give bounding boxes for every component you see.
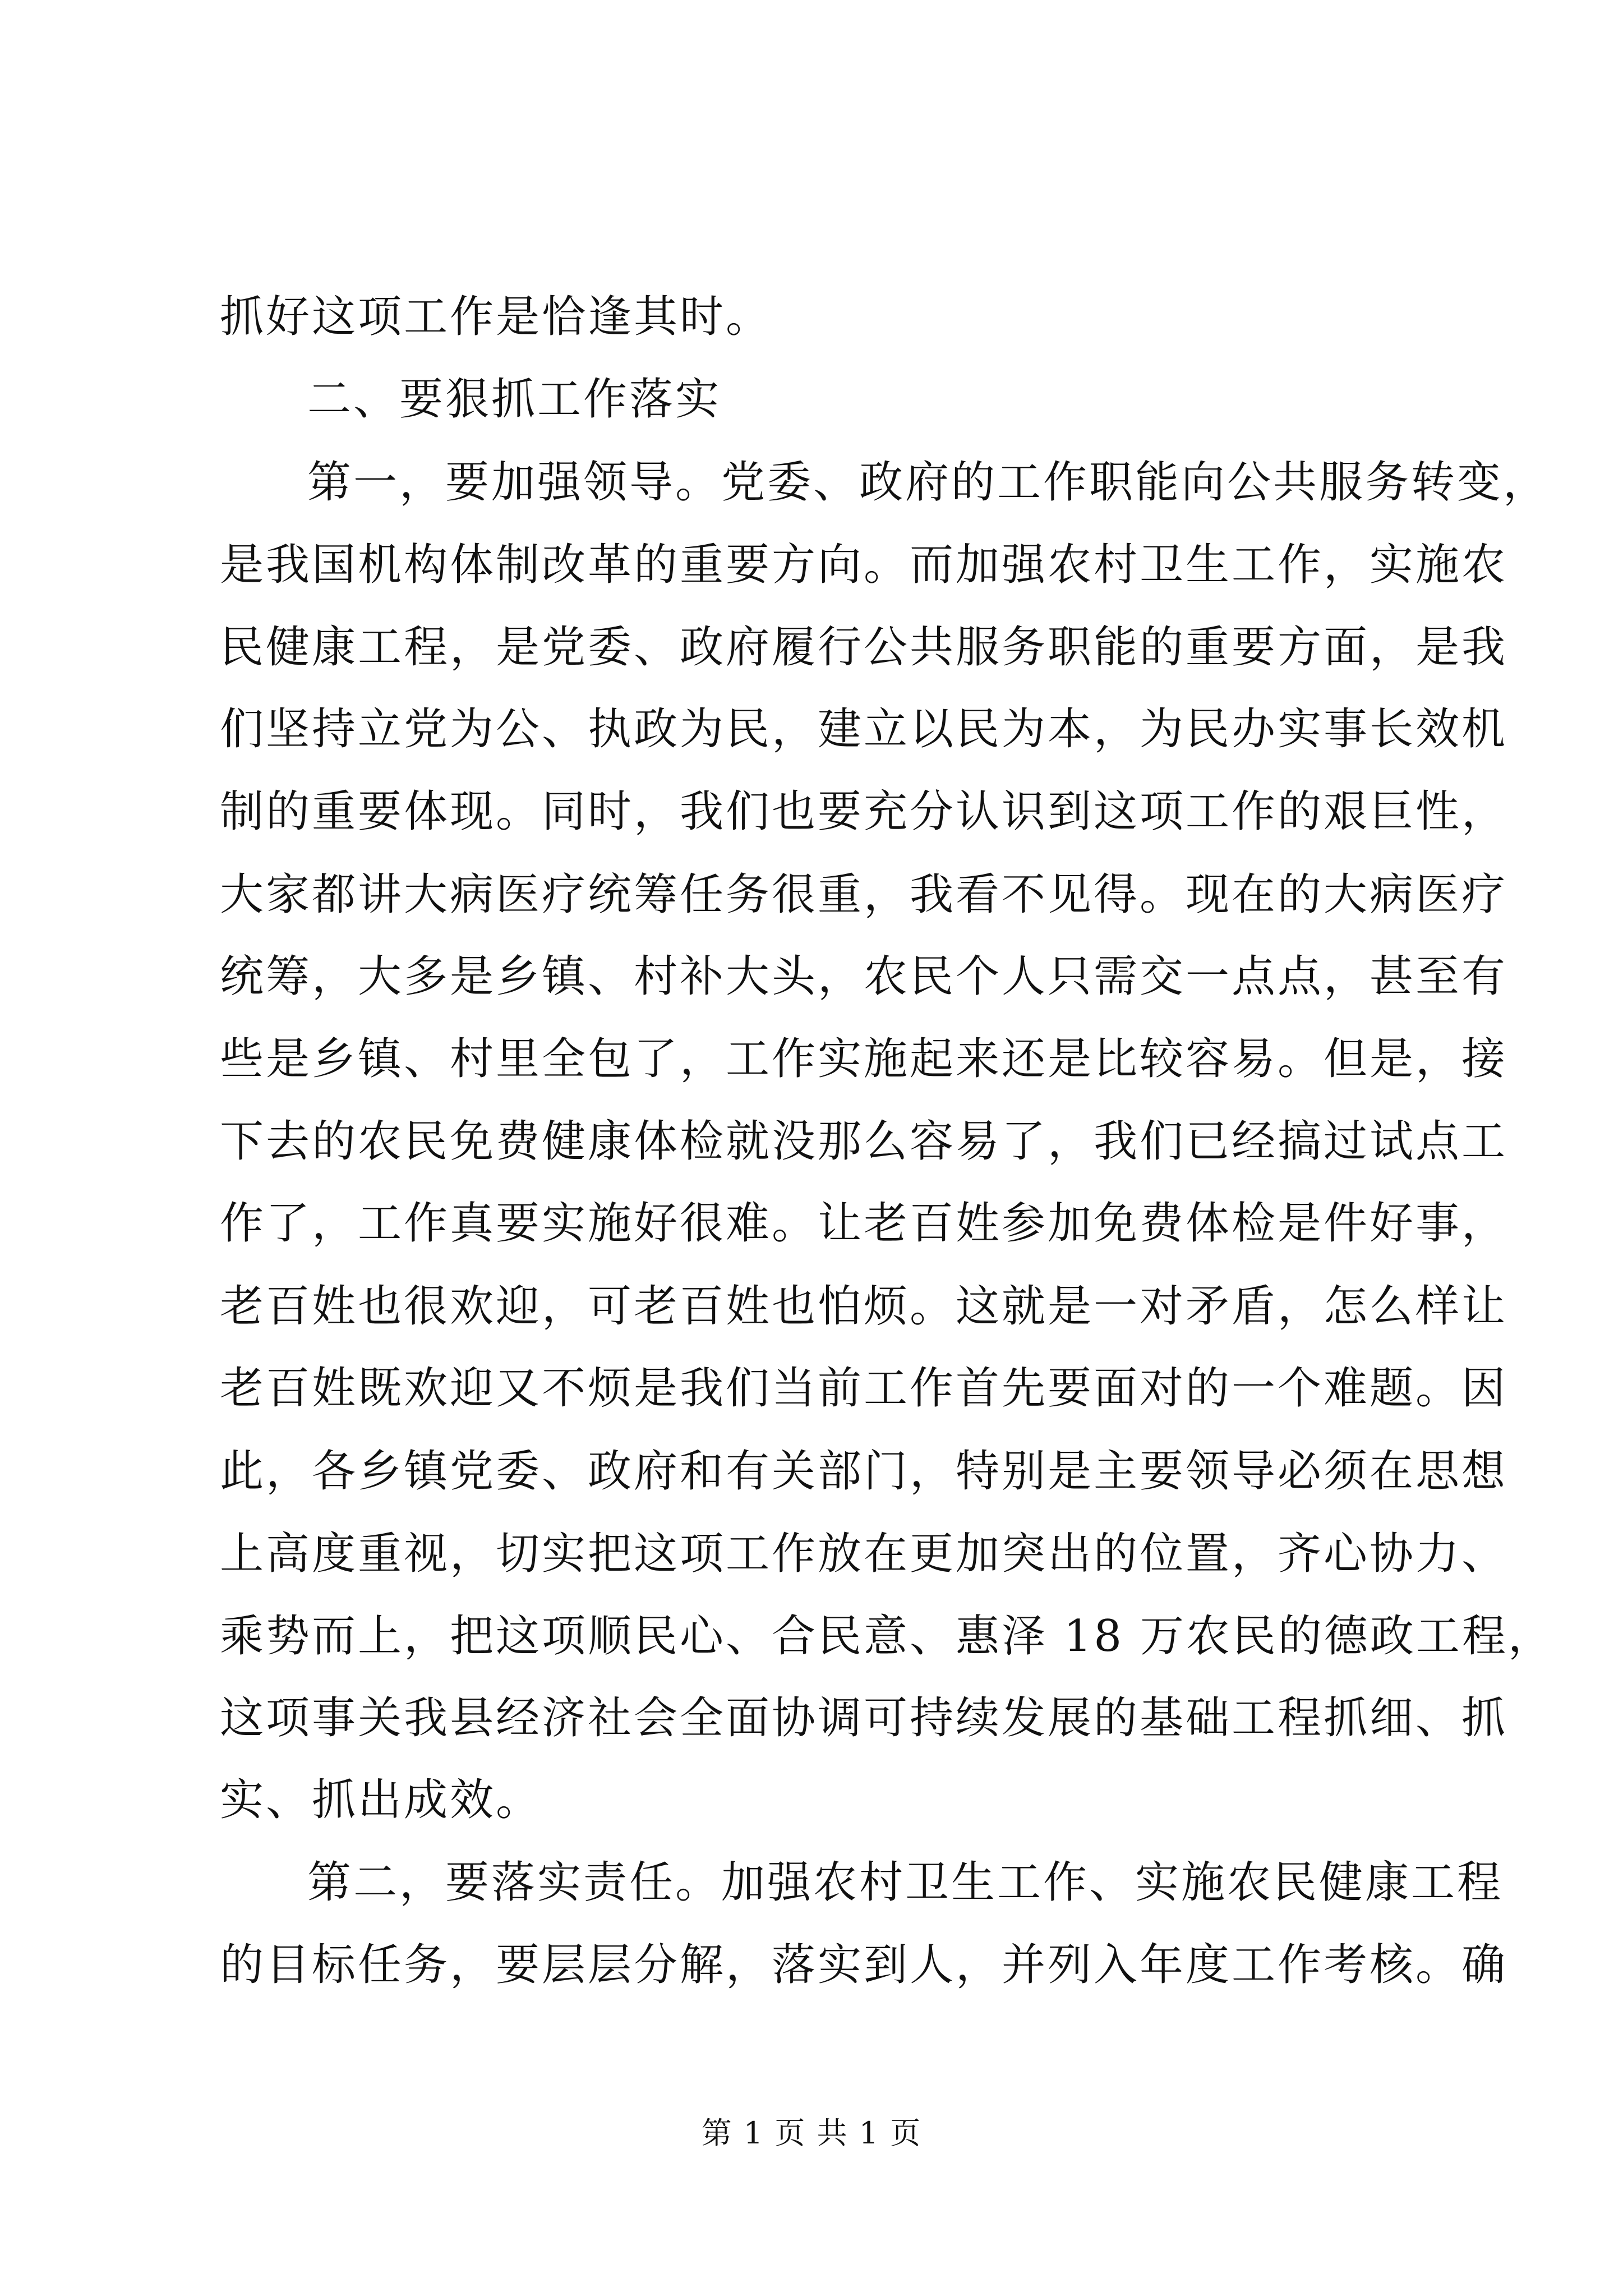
paragraph-line: 抓好这项工作是恰逢其时。 — [220, 292, 772, 342]
paragraph-line: 是我国机构体制改革的重要方向。而加强农村卫生工作，实施农 — [220, 540, 1508, 590]
paragraph-line: 制的重要体现。同时，我们也要充分认识到这项工作的艰巨性， — [220, 786, 1508, 837]
paragraph-line: 大家都讲大病医疗统筹任务很重，我看不见得。现在的大病医疗 — [220, 869, 1508, 920]
paragraph-line: 第一，要加强领导。党委、政府的工作职能向公共服务转变， — [307, 457, 1550, 508]
paragraph-line: 第二，要落实责任。加强农村卫生工作、实施农民健康工程 — [307, 1857, 1504, 1908]
paragraph-line: 老百姓既欢迎又不烦是我们当前工作首先要面对的一个难题。因 — [220, 1363, 1508, 1414]
section-heading: 二、要狠抓工作落实 — [307, 374, 722, 425]
paragraph-line: 下去的农民免费健康体检就没那么容易了，我们已经搞过试点工 — [220, 1116, 1508, 1167]
paragraph-line: 老百姓也很欢迎，可老百姓也怕烦。这就是一对矛盾，怎么样让 — [220, 1281, 1508, 1332]
paragraph-line: 作了，工作真要实施好很难。让老百姓参加免费体检是件好事， — [220, 1198, 1508, 1249]
paragraph-line: 乘势而上，把这项顺民心、合民意、惠泽 18 万农民的德政工程， — [220, 1611, 1554, 1662]
paragraph-line: 们坚持立党为公、执政为民，建立以民为本，为民办实事长效机 — [220, 704, 1508, 754]
paragraph-line: 这项事关我县经济社会全面协调可持续发展的基础工程抓细、抓 — [220, 1693, 1508, 1743]
page-footer: 第 1 页 共 1 页 — [701, 2115, 922, 2151]
paragraph-line: 些是乡镇、村里全包了，工作实施起来还是比较容易。但是，接 — [220, 1034, 1508, 1084]
paragraph-line: 上高度重视，切实把这项工作放在更加突出的位置，齐心协力、 — [220, 1529, 1508, 1579]
paragraph-line: 此，各乡镇党委、政府和有关部门，特别是主要领导必须在思想 — [220, 1446, 1508, 1497]
paragraph-line: 的目标任务，要层层分解，落实到人，并列入年度工作考核。确 — [220, 1940, 1508, 1990]
paragraph-line: 统筹，大多是乡镇、村补大头，农民个人只需交一点点，甚至有 — [220, 951, 1508, 1002]
paragraph-line: 实、抓出成效。 — [220, 1775, 542, 1825]
paragraph-line: 民健康工程，是党委、政府履行公共服务职能的重要方面，是我 — [220, 622, 1508, 673]
